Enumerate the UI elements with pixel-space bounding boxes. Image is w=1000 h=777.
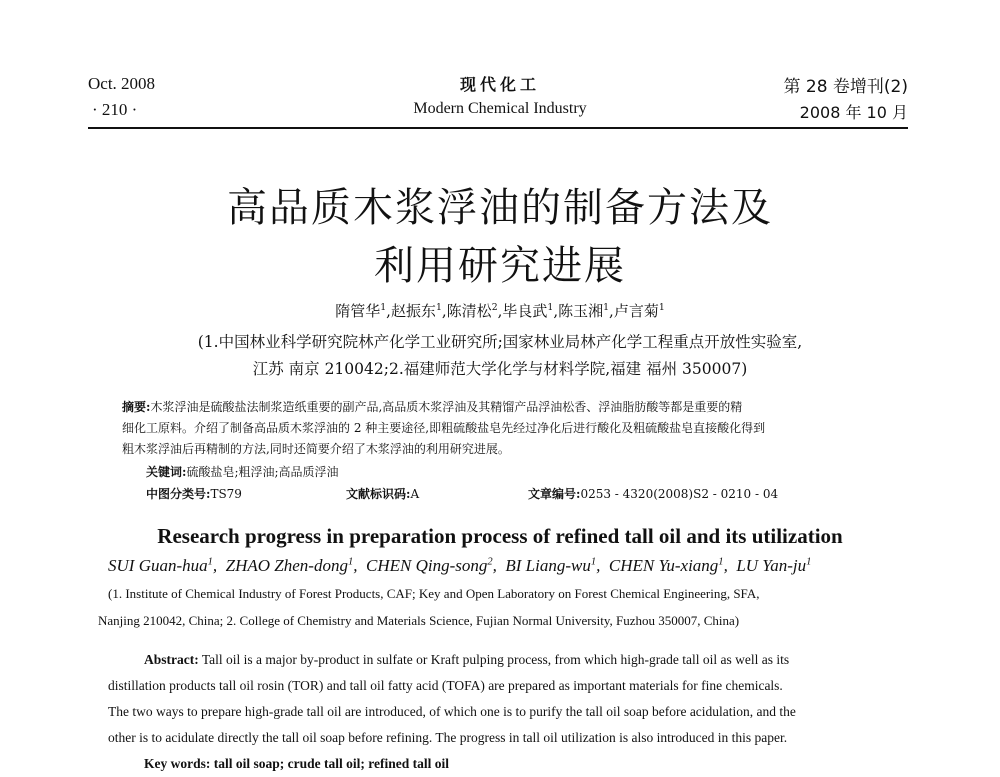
title-cn-line2: 利用研究进展 [374,243,626,289]
affiliation-cn-line2: 江苏 南京 210042;2.福建师范大学化学与材料学院,福建 福州 350007) [252,360,748,378]
abstract-en-line3: The two ways to prepare high-grade tall oil are introduced, of which one is to purify the tall oil soap before acidulation, and the [108,704,796,719]
abstract-cn-line3: 粗木浆浮油后再精制的方法,同时还简要介绍了木浆浮油的利用研究进展。 [122,442,510,456]
header-journal-en: Modern Chemical Industry [413,100,587,117]
abstract-cn-line1: 摘要:木浆浮油是硫酸盐法制浆造纸重要的副产品,高品质木浆浮油及其精馏产品浮油松香、浮油脂肪酸等都是重要的精 [122,400,743,414]
affiliation-cn-line1: (1.中国林业科学研究院林产化学工业研究所;国家林业局林产化学工程重点开放性实验室, [197,333,803,351]
abstract-en-line1: Abstract: Tall oil is a major by-product in sulfate or Kraft pulping process, from which high-grade tall oil as well as its [144,652,790,667]
header-page-number: · 210 · [92,100,138,119]
header-rule [88,127,908,129]
authors-cn: 隋管华$^1$,赵振东$^1$,陈清松$^2$,毕良武$^1$,陈玉湘$^1$,卢言菊$^1$ [335,302,665,320]
author-cn: 隋管华 [335,302,381,320]
header-date-cn: 2008 年 10 月 [799,103,908,122]
author-cn: 赵振东 [390,302,436,320]
author-cn: 毕良武 [502,302,548,320]
header-date-en: Oct. 2008 [88,74,156,93]
abstract-cn-label: 摘要: [122,400,151,414]
abstract-en-line2: distillation products tall oil rosin (TOR) and tall oil fatty acid (TOFA) are prepared as important materials for fine chemicals. [108,678,783,693]
author-cn: 陈清松 [446,302,492,320]
abstract-en-label: Abstract: [144,652,199,667]
author-en: CHEN Qing-song [365,556,488,575]
keywords-en-partial: Key words: tall oil soap; crude tall oil; refined tall oil [144,756,449,771]
author-en: LU Yan-ju [736,556,807,575]
authors-en: SUI Guan-hua$^1$, ZHAO Zhen-dong$^1$, CHEN Qing-song$^2$, BI Liang-$wu^1$, CHEN Yu-xiang$^1$, LU Yan-$ju^1$ [108,556,812,575]
author-en: BI Liang-wu [505,556,591,575]
header-volume-cn: 第 28 卷增刊(2) [783,77,908,97]
keywords-cn: 关键词:硫酸盐皂;粗浮油;高品质浮油 [146,465,339,479]
abstract-en-line4: other is to acidulate directly the tall oil soap before refining. The progress in tall oil utilization is also introduced in this paper. [108,730,788,745]
article-number: 文章编号:0253 - 4320(2008)S2 - 0210 - 04 [528,487,779,501]
clc-number: 中图分类号:TS79 [146,487,242,501]
author-en: CHEN Yu-xiang [608,556,719,575]
affiliation-en-line2: Nanjing 210042, China; 2. College of Chemistry and Materials Science, Fujian Normal University, Fuzhou 350007, China) [98,613,740,628]
doc-code: 文献标识码:A [346,487,420,501]
title-en: Research progress in preparation process of refined tall oil and its utilization [157,524,843,548]
author-en: ZHAO Zhen-dong [225,556,348,575]
header-journal-cn: 现代化工 [459,75,540,94]
title-cn-line1: 高品质木浆浮油的制备方法及 [227,185,773,231]
author-cn: 卢言菊 [613,302,659,320]
abstract-cn-line2: 细化工原料。介绍了制备高品质木浆浮油的 2 种主要途径,即粗硫酸盐皂先经过净化后进行酸化及粗硫酸盐皂直接酸化得到 [122,421,766,435]
affiliation-en-line1: (1. Institute of Chemical Industry of Forest Products, CAF; Key and Open Laboratory on Forest Chemical Engineering, SFA, [108,586,760,601]
author-cn: 陈玉湘 [558,302,604,320]
author-en: SUI Guan-hua [108,556,208,575]
